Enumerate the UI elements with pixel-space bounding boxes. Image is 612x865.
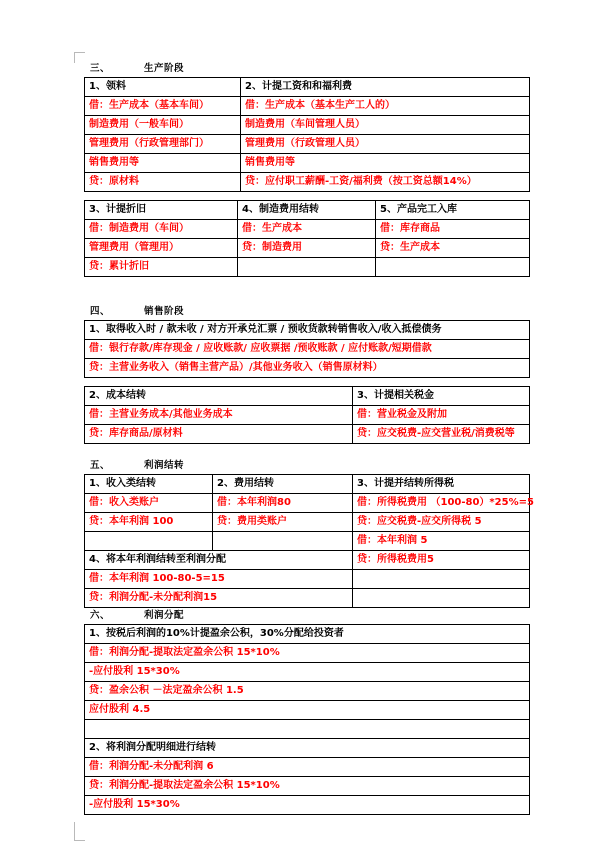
- table-row: [85, 796, 530, 815]
- table-row: [85, 78, 530, 97]
- accounting-table: [84, 474, 534, 608]
- table-cell: -应付股利 15*30%: [85, 663, 530, 682]
- table-row: [85, 425, 530, 444]
- table-header-cell: 1、取得收入时 / 款未收 / 对方开承兑汇票 / 预收货款转销售收入/收入抵偿债务: [85, 321, 530, 340]
- accounting-table: [84, 320, 530, 378]
- table-row: [85, 475, 530, 494]
- table-cell: 贷：生产成本: [376, 239, 530, 258]
- accounting-table: [84, 77, 530, 192]
- table-row: [85, 777, 530, 796]
- table-row: [85, 701, 530, 720]
- table-cell: 贷：费用类账户: [213, 513, 353, 532]
- section-title: 利润结转: [144, 460, 185, 471]
- table-cell: 销售费用等: [85, 154, 241, 173]
- table-row: [85, 97, 530, 116]
- table-header-cell: 1、领料: [85, 78, 241, 97]
- section-number: 三、: [90, 63, 111, 74]
- table-cell: 管理费用（管理用）: [85, 239, 238, 258]
- table-cell: 应付股利 4.5: [85, 701, 530, 720]
- table-cell: [85, 720, 530, 739]
- section-heading-profit: [84, 457, 529, 471]
- table-cell: 贷：主营业务收入（销售主营产品）/其他业务收入（销售原材料）: [85, 359, 530, 378]
- table-cell: 借：营业税金及附加: [353, 406, 530, 425]
- section-heading-production: [84, 60, 529, 74]
- table-cell: [353, 589, 530, 608]
- table-cell: 借：生产成本（基本生产工人的）: [241, 97, 530, 116]
- page-corner-mark-bottom-left: [74, 822, 85, 841]
- table-cell: 贷：本年利润 100: [85, 513, 213, 532]
- table-row: [85, 551, 530, 570]
- table-cell: [213, 532, 353, 551]
- table-cell: 借：利润分配-提取法定盈余公积 15*10%: [85, 644, 530, 663]
- section-title: 销售阶段: [144, 306, 185, 317]
- table-cell: [85, 532, 213, 551]
- table-header-cell: 1、按税后利润的10%计提盈余公积，30%分配给投资者: [85, 625, 530, 644]
- section-title: 生产阶段: [144, 63, 185, 74]
- table-row: [85, 406, 530, 425]
- table-row: [85, 644, 530, 663]
- table-cell: 借：库存商品: [376, 220, 530, 239]
- table-row: [85, 135, 530, 154]
- table-cell: 借：生产成本: [238, 220, 376, 239]
- table-row: [85, 173, 530, 192]
- table-cell: 制造费用（车间管理人员）: [241, 116, 530, 135]
- table-cell: [238, 258, 376, 277]
- table-row: [85, 116, 530, 135]
- table-header-cell: 2、费用结转: [213, 475, 353, 494]
- table-cell: 管理费用（行政管理部门）: [85, 135, 241, 154]
- section-sales: [84, 303, 529, 444]
- table-row: [85, 239, 530, 258]
- table-header-cell: 2、计提工资和和福利费: [241, 78, 530, 97]
- section-heading-sales: [84, 303, 529, 317]
- section-title: 利润分配: [144, 610, 185, 621]
- table-header-cell: 4、制造费用结转: [238, 201, 376, 220]
- table-header-cell: 5、产品完工入库: [376, 201, 530, 220]
- table-row: [85, 663, 530, 682]
- section-profit: [84, 457, 534, 608]
- table-row: [85, 532, 530, 551]
- table-cell: 贷：盈余公积 －法定盈余公积 1.5: [85, 682, 530, 701]
- table-cell: 借：生产成本（基本车间）: [85, 97, 241, 116]
- table-cell: 贷：应付职工薪酬-工资/福利费（按工资总额14%）: [241, 173, 530, 192]
- section-heading-distribution: [84, 607, 529, 621]
- table-header-cell: 3、计提相关税金: [353, 387, 530, 406]
- table-header-cell: 2、成本结转: [85, 387, 353, 406]
- table-cell: 贷：库存商品/原材料: [85, 425, 353, 444]
- table-row: [85, 258, 530, 277]
- table-header-cell: 3、计提并结转所得税: [353, 475, 530, 494]
- table-header-cell: 3、计提折旧: [85, 201, 238, 220]
- table-cell: 借：制造费用（车间）: [85, 220, 238, 239]
- table-spacer: [84, 192, 529, 200]
- table-row: [85, 720, 530, 739]
- table-cell: 借：银行存款/库存现金 / 应收账款/ 应收票据 /预收账款 / 应付账款/短期借款: [85, 340, 530, 359]
- table-row: [85, 359, 530, 378]
- table-cell: 借：所得税费用 （100-80）*25%=5: [353, 494, 530, 513]
- section-profit-distribution: [84, 607, 529, 815]
- table-cell: 借：利润分配-未分配利润 6: [85, 758, 530, 777]
- table-cell: 贷：应交税费-应交营业税/消费税等: [353, 425, 530, 444]
- table-row: [85, 340, 530, 359]
- table-cell: 借：本年利润 5: [353, 532, 530, 551]
- table-cell: 贷：累计折旧: [85, 258, 238, 277]
- section-number: 六、: [90, 610, 111, 621]
- table-cell: 贷：利润分配-提取法定盈余公积 15*10%: [85, 777, 530, 796]
- table-cell: [353, 570, 530, 589]
- table-row: [85, 625, 530, 644]
- table-row: [85, 758, 530, 777]
- section-production: [84, 60, 529, 277]
- table-cell: -应付股利 15*30%: [85, 796, 530, 815]
- table-row: [85, 154, 530, 173]
- accounting-table: [84, 386, 530, 444]
- table-row: [85, 387, 530, 406]
- table-row: [85, 201, 530, 220]
- table-row: [85, 494, 530, 513]
- section-number: 五、: [90, 460, 111, 471]
- table-spacer: [84, 378, 529, 386]
- accounting-table: [84, 200, 530, 277]
- table-header-cell: 2、将利润分配明细进行结转: [85, 739, 530, 758]
- table-cell: 管理费用（行政管理人员）: [241, 135, 530, 154]
- table-cell: 借：本年利润 100-80-5=15: [85, 570, 353, 589]
- section-number: 四、: [90, 306, 111, 317]
- table-row: [85, 220, 530, 239]
- table-row: [85, 682, 530, 701]
- table-cell: 贷：原材料: [85, 173, 241, 192]
- table-row: [85, 321, 530, 340]
- table-row: [85, 513, 530, 532]
- table-cell: 贷：制造费用: [238, 239, 376, 258]
- table-cell: 贷：应交税费-应交所得税 5: [353, 513, 530, 532]
- table-cell: 销售费用等: [241, 154, 530, 173]
- table-cell: 借：主营业务成本/其他业务成本: [85, 406, 353, 425]
- table-cell: 借：收入类账户: [85, 494, 213, 513]
- accounting-table: [84, 624, 530, 815]
- table-row: [85, 570, 530, 589]
- table-cell: [376, 258, 530, 277]
- table-cell: 借：本年利润80: [213, 494, 353, 513]
- table-cell: 贷：利润分配-未分配利润15: [85, 589, 353, 608]
- table-row: [85, 589, 530, 608]
- table-header-cell: 1、收入类结转: [85, 475, 213, 494]
- table-header-cell: 4、将本年利润结转至利润分配: [85, 551, 353, 570]
- table-cell: 制造费用（一般车间）: [85, 116, 241, 135]
- table-cell: 贷：所得税费用5: [353, 551, 530, 570]
- table-row: [85, 739, 530, 758]
